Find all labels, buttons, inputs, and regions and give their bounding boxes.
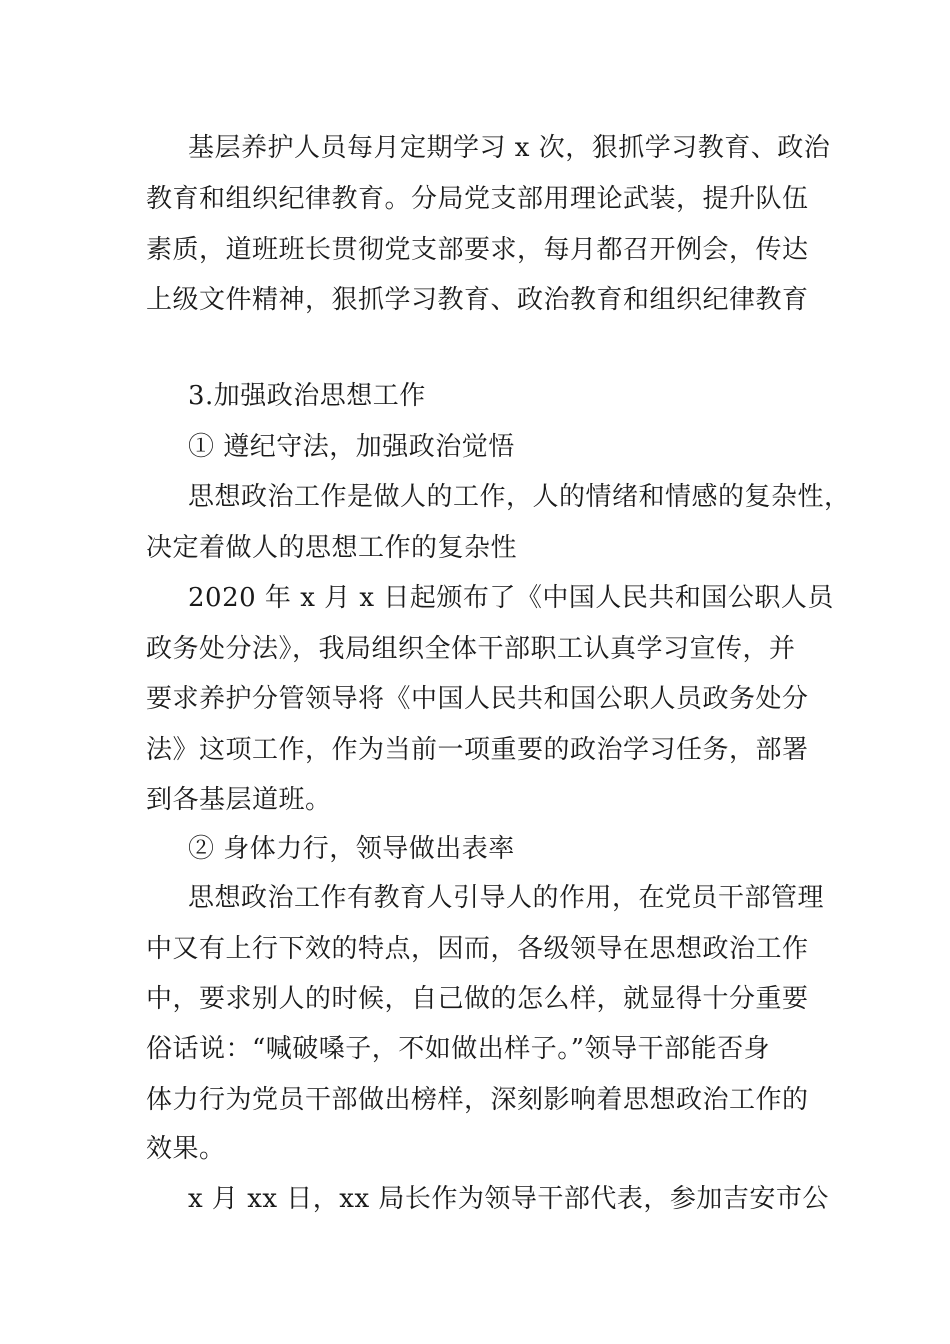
paragraph-line: 法》这项工作，作为当前一项重要的政治学习任务，部署 xyxy=(146,735,809,765)
paragraph-line: 教育和组织纪律教育。分局党支部用理论武装，提升队伍 xyxy=(146,184,809,214)
subsection-heading: ② 身体力行，领导做出表率 xyxy=(188,834,515,864)
paragraph-line: 中又有上行下效的特点，因而，各级领导在思想政治工作 xyxy=(146,934,809,964)
paragraph-line: 素质，道班班长贯彻党支部要求，每月都召开例会，传达 xyxy=(146,235,809,265)
paragraph-line: 政务处分法》，我局组织全体干部职工认真学习宣传，并 xyxy=(146,634,796,664)
paragraph-line: 思想政治工作是做人的工作，人的情绪和情感的复杂性， xyxy=(188,482,851,512)
paragraph-line: 上级文件精神，狠抓学习教育、政治教育和组织纪律教育 xyxy=(146,285,809,315)
subsection-heading: ① 遵纪守法，加强政治觉悟 xyxy=(188,432,515,462)
paragraph-line: 体力行为党员干部做出榜样，深刻影响着思想政治工作的 xyxy=(146,1085,809,1115)
paragraph-line: 中，要求别人的时候，自己做的怎么样，就显得十分重要 xyxy=(146,984,809,1014)
paragraph-line: 思想政治工作有教育人引导人的作用，在党员干部管理 xyxy=(188,883,825,913)
paragraph-line: 2020 年 x 月 x 日起颁布了《中国人民共和国公职人员 xyxy=(188,583,834,613)
paragraph-line: x 月 xx 日，xx 局长作为领导干部代表，参加吉安市公 xyxy=(188,1184,829,1214)
paragraph-line: 决定着做人的思想工作的复杂性 xyxy=(146,533,518,563)
section-heading: 3.加强政治思想工作 xyxy=(188,381,426,411)
paragraph-line: 俗话说：“喊破嗓子，不如做出样子。”领导干部能否身 xyxy=(146,1034,771,1064)
paragraph-line: 效果。 xyxy=(146,1134,226,1164)
paragraph-line: 到各基层道班。 xyxy=(146,785,332,815)
paragraph-line: 基层养护人员每月定期学习 x 次，狠抓学习教育、政治 xyxy=(188,133,831,163)
paragraph-line: 要求养护分管领导将《中国人民共和国公职人员政务处分 xyxy=(146,684,809,714)
